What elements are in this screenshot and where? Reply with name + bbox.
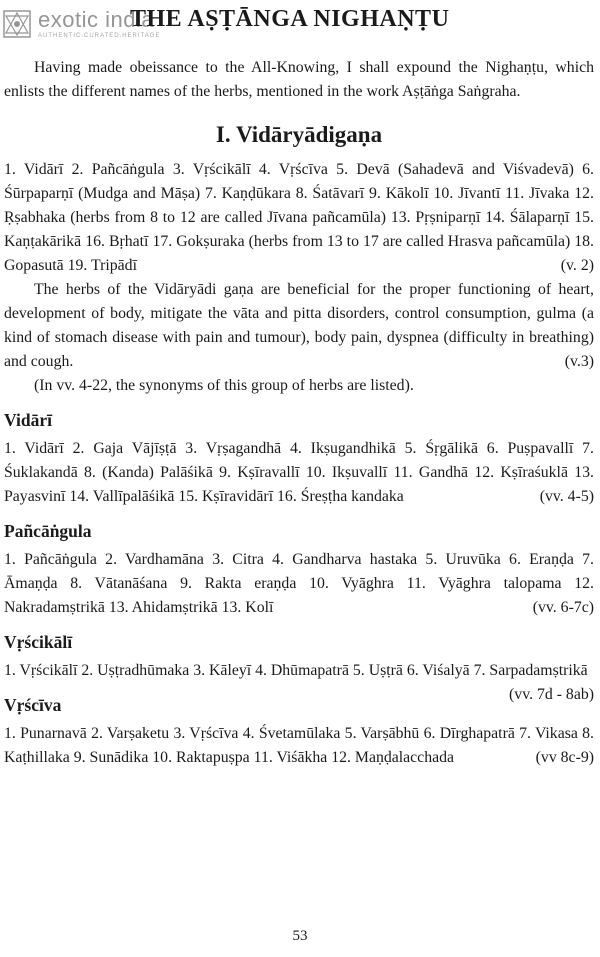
entry-text: 1. Pañcāṅgula 2. Vardhamāna 3. Citra 4. Gandharva hastaka 5. Uruvūka 6. Eraṇḍa 7. Āmaṇḍa 8. Vātanāśana 9. Rakta eraṇḍa 10. Vyāghra 11. Vyāghra talopama 12. Nakradamṣtrikā 13. Ahidamṣtrikā 13. Kolī xyxy=(4,551,594,616)
entry-heading: Pañcāṅgula xyxy=(4,521,92,541)
verse-ref: (vv 8c-9) xyxy=(535,749,594,766)
logo-name: exotic india xyxy=(38,7,155,32)
verse-ref: (vv. 7d - 8ab) xyxy=(509,686,594,703)
entry-synonyms xyxy=(4,548,594,620)
verse-ref: (vv. 6-7c) xyxy=(532,599,594,616)
entry-synonyms xyxy=(4,437,594,509)
page-content xyxy=(4,56,594,770)
page-number: 53 xyxy=(292,928,308,944)
entry-heading: Vṛścīva xyxy=(4,695,62,715)
verse-ref: (v. 2) xyxy=(560,257,594,274)
entry-text: 1. Punarnavā 2. Varṣaketu 3. Vṛścīva 4. Śvetamūlaka 5. Varṣābhū 6. Dīrghapatrā 7. Vikasa 8. Kaṭhillaka 9. Sunādika 10. Raktapuṣpa 11. Viśākha 12. Maṇḍalacchada xyxy=(4,725,594,766)
entry xyxy=(4,521,594,620)
entry xyxy=(4,632,594,703)
yantra-icon xyxy=(2,9,32,39)
verse-ref: (v.3) xyxy=(564,353,594,370)
benefit-text: The herbs of the Vidāryādi gaṇa are beneficial for the proper functioning of heart, development of body, mitigate the vāta and pitta disorders, control consumption, gulma (a kind of stomach disease with pain and tumour), body pain, dyspnea (difficulty in breathing) and cough. xyxy=(4,281,594,370)
synonyms-note: (In vv. 4-22, the synonyms of this group of herbs are listed). xyxy=(34,377,414,394)
section-heading: I. Vidāryādigaṇa xyxy=(215,122,383,147)
benefit-paragraph xyxy=(4,278,594,374)
entry xyxy=(4,695,594,770)
page-title: THE AṢṬĀNGA NIGHAṆṬU xyxy=(130,6,450,32)
logo-tagline: AUTHENTIC.CURATED.HERITAGE xyxy=(38,33,161,39)
entry xyxy=(4,410,594,509)
entry-heading: Vṛścikālī xyxy=(4,632,73,652)
gana-list-text: 1. Vidārī 2. Pañcāṅgula 3. Vṛścikālī 4. Vṛścīva 5. Devā (Sahadevā and Viśvadevā) 6. Śūrpaparṇī (Mudga and Māṣa) 7. Kaṇḍūkara 8. Śatāvarī 9. Kākolī 10. Jīvantī 11. Jīvaka 12. Ṛṣabhaka (herbs from 8 to 12 are called Jīvana pañcamūla) 13. Pṛṣniparṇī 14. Śālaparṇī 15. Kaṇṭakārikā 16. Bṛhatī 17. Gokṣuraka (herbs from 13 to 17 are called Hrasva pañcamūla) 18. Gopasutā 19. Tripādī xyxy=(4,161,594,274)
gana-list xyxy=(4,158,594,278)
entry-synonyms xyxy=(4,659,594,703)
entry-text: 1. Vidārī 2. Gaja Vājīṣṭā 3. Vṛṣagandhā 4. Ikṣugandhikā 5. Śṛgālikā 6. Puṣpavallī 7. Śuklakandā 8. (Kanda) Palāśikā 9. Kṣīravallī 10. Ikṣuvallī 11. Gandhā 12. Kṣīraśuklā 13. Payasvinī 14. Vallīpalāśikā 15. Kṣīravidārī 16. Śreṣṭha kandaka xyxy=(4,440,594,505)
verse-ref: (vv. 4-5) xyxy=(539,488,594,505)
entry-text: 1. Vṛścikālī 2. Uṣṭradhūmaka 3. Kāleyī 4. Dhūmapatrā 5. Uṣṭrā 6. Viśalyā 7. Sarpadamṣtrikā xyxy=(4,662,588,679)
entry-synonyms xyxy=(4,722,594,770)
intro-paragraph: Having made obeissance to the All-Knowing, I shall expound the Nighaṇṭu, which enlists the different names of the herbs, mentioned in the work Aṣṭāṅga Saṅgraha. xyxy=(4,59,594,100)
entry-heading: Vidārī xyxy=(4,410,52,430)
